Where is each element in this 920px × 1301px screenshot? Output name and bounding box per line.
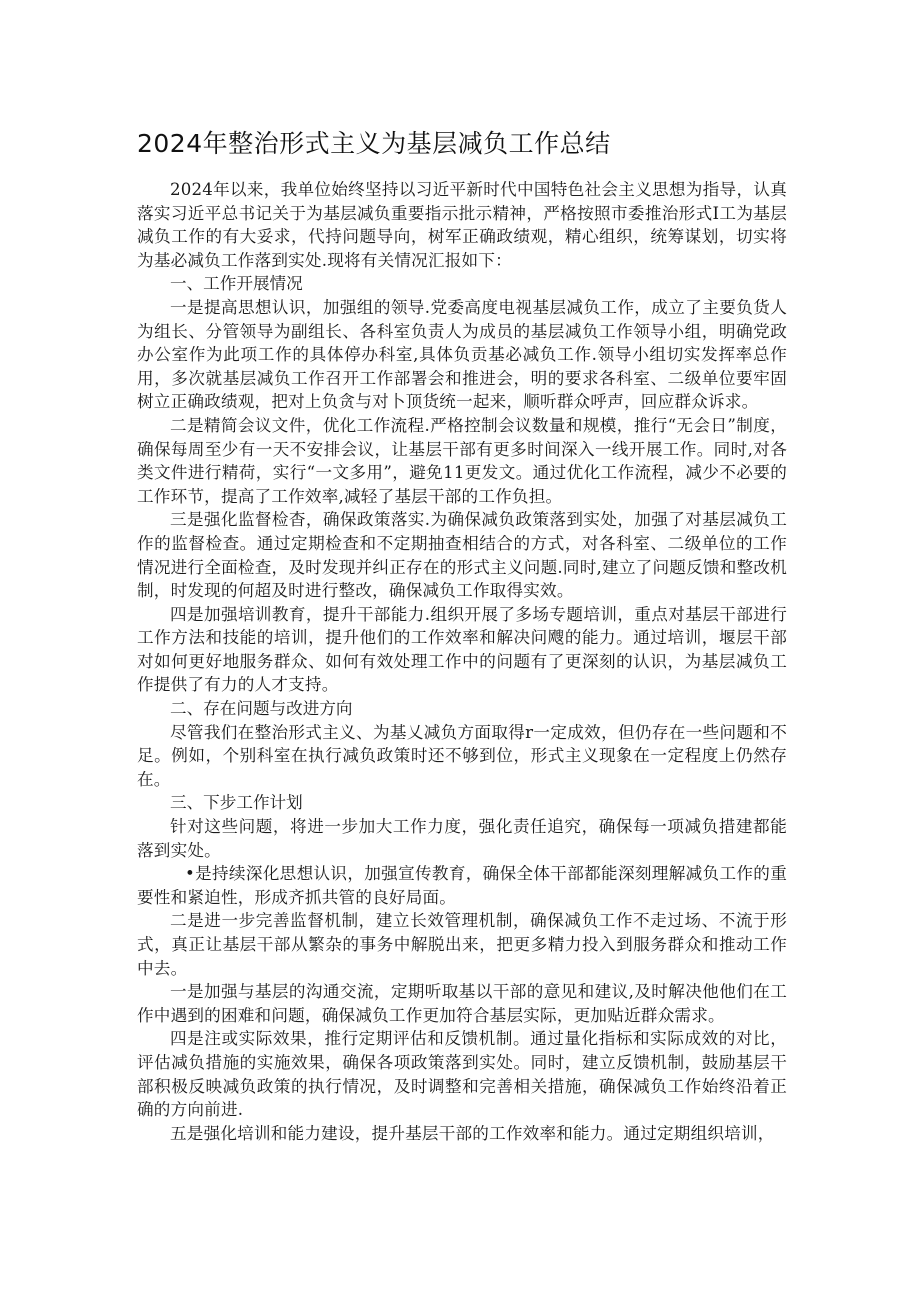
section-heading-plan: 三、下步工作计划 [170, 793, 303, 813]
paragraph-plan-2: 二是进一步完善监督机制，建立长效管理机制，确保减负工作不走过场、不流于形式，真正让基层干部从繁杂的事务中解脱出来，把更多精力投入到服务群众和推动工作中去。 [137, 911, 787, 978]
section-heading-problems: 二、存在问题与改进方向 [170, 699, 353, 719]
paragraph-plan-intro: 针对这些问题，将进一步加大工作力度，强化责任追究，确保每一项减负措建都能落到实处。 [137, 817, 787, 860]
paragraph-item-2: 二是精简会议文件，优化工作流程.严格控制会议数量和规模，推行“无会日”制度，确保每周至少有一天不安排会议，让基层干部有更多时间深入一线开展工作。同时,对各类文件进行精荷，实行“一文多用”，避免11更发文。通过优化工作流程，减少不必要的工作环节，提高了工作效率,减轻了基层干部的工作负担。 [137, 415, 787, 506]
paragraph-plan-4: 四是注或实际效果，推行定期评估和反馈机制。通过量化指标和实际成效的对比，评估减负措施的实施效果，确保各项政策落到实处。同时，建立反馈机制，鼓励基层干部积极反映减负政策的执行情况，及时调整和完善相关措施，确保减负工作始终沿着正确的方向前进. [137, 1029, 787, 1120]
paragraph-item-3: 三是强化监督检杳，确保政策落实.为确保减负政策落到实处，加强了对基层减负工作的监督检查。通过定期检查和不定期抽查相结合的方式，对各科室、二级单位的工作情况进行全面检查，及时发现并纠正存在的形式主义问题.同时,建立了问题反馈和整改机制，时发现的何超及时进行整改，确保减负工作取得实效。 [137, 510, 787, 601]
paragraph-plan-3: 一是加强与基层的沟通交流，定期听取基以干部的意见和建议,及时解决他他们在工作中遇到的困难和问题，确保减负工作更加符合基层实际，更加贴近群众需求。 [137, 982, 787, 1025]
document-title: 2024年整治形式主义为基层减负工作总结 [137, 129, 611, 158]
paragraph-plan-5: 五是强化培训和能力建设，提升基层干部的工作效率和能力。通过定期组织培训， [170, 1123, 775, 1143]
paragraph-problems: 尽管我们在整治形式主义、为基乂减负方面取得r一定成效，但仍存在一些问题和不足。例如，个别科室在执行减负政策时还不够到位，形式主义现象在一定程度上仍然存在。 [137, 722, 787, 789]
paragraph-intro: 2024年以来，我单位始终坚持以习近平新时代中国特色社会主义思想为指导，认真落实习近平总书记关于为基层减负重要指示批示精神，严格按照市委推治形式I工为基层减负工作的有大妥求，代持问题导向，树军正确政绩观，精心组织，统筹谋划，切实将为基必减负工作落到实处.现将有关情况汇报如下： [137, 180, 787, 270]
paragraph-plan-bullet: •是持续深化思想认识，加强宣传教育，确保全体干部都能深刻理解减负工作的重要性和紧迫性，形成齐抓共管的良好局面。 [137, 864, 787, 907]
paragraph-item-1: 一是提高思想认识，加强组的领导.党委高度电视基层减负工作，成立了主要负货人为组长、分管领导为副组长、各科室负责人为成员的基层减负工作领导小组，明确党政办公室作为此项工作的具体停办科室,具体负贡基必减负工作.领导小组切实发挥率总作用，多次就基层减负工作召开工作部署会和推进会，明的要求各科室、二级单位要牢固树立正确政绩观，把对上负贪与对卜顶货统一起来，顺听群众呼声，回应群众诉求。 [137, 297, 787, 412]
document-body [137, 178, 787, 1145]
paragraph-item-4: 四是加强培训教育，提升干部能力.组织开展了多场专题培训，重点对基层干部进行工作方法和技能的培训，提升他们的工作效率和解决问飕的能力。通过培训，堰层干部对如何更好地服务群众、如何有效处理工作中的问题有了更深刻的认识，为基层减负工作提供了有力的人才支持。 [137, 604, 787, 695]
section-heading-work: 一、工作开展情况 [170, 274, 303, 294]
